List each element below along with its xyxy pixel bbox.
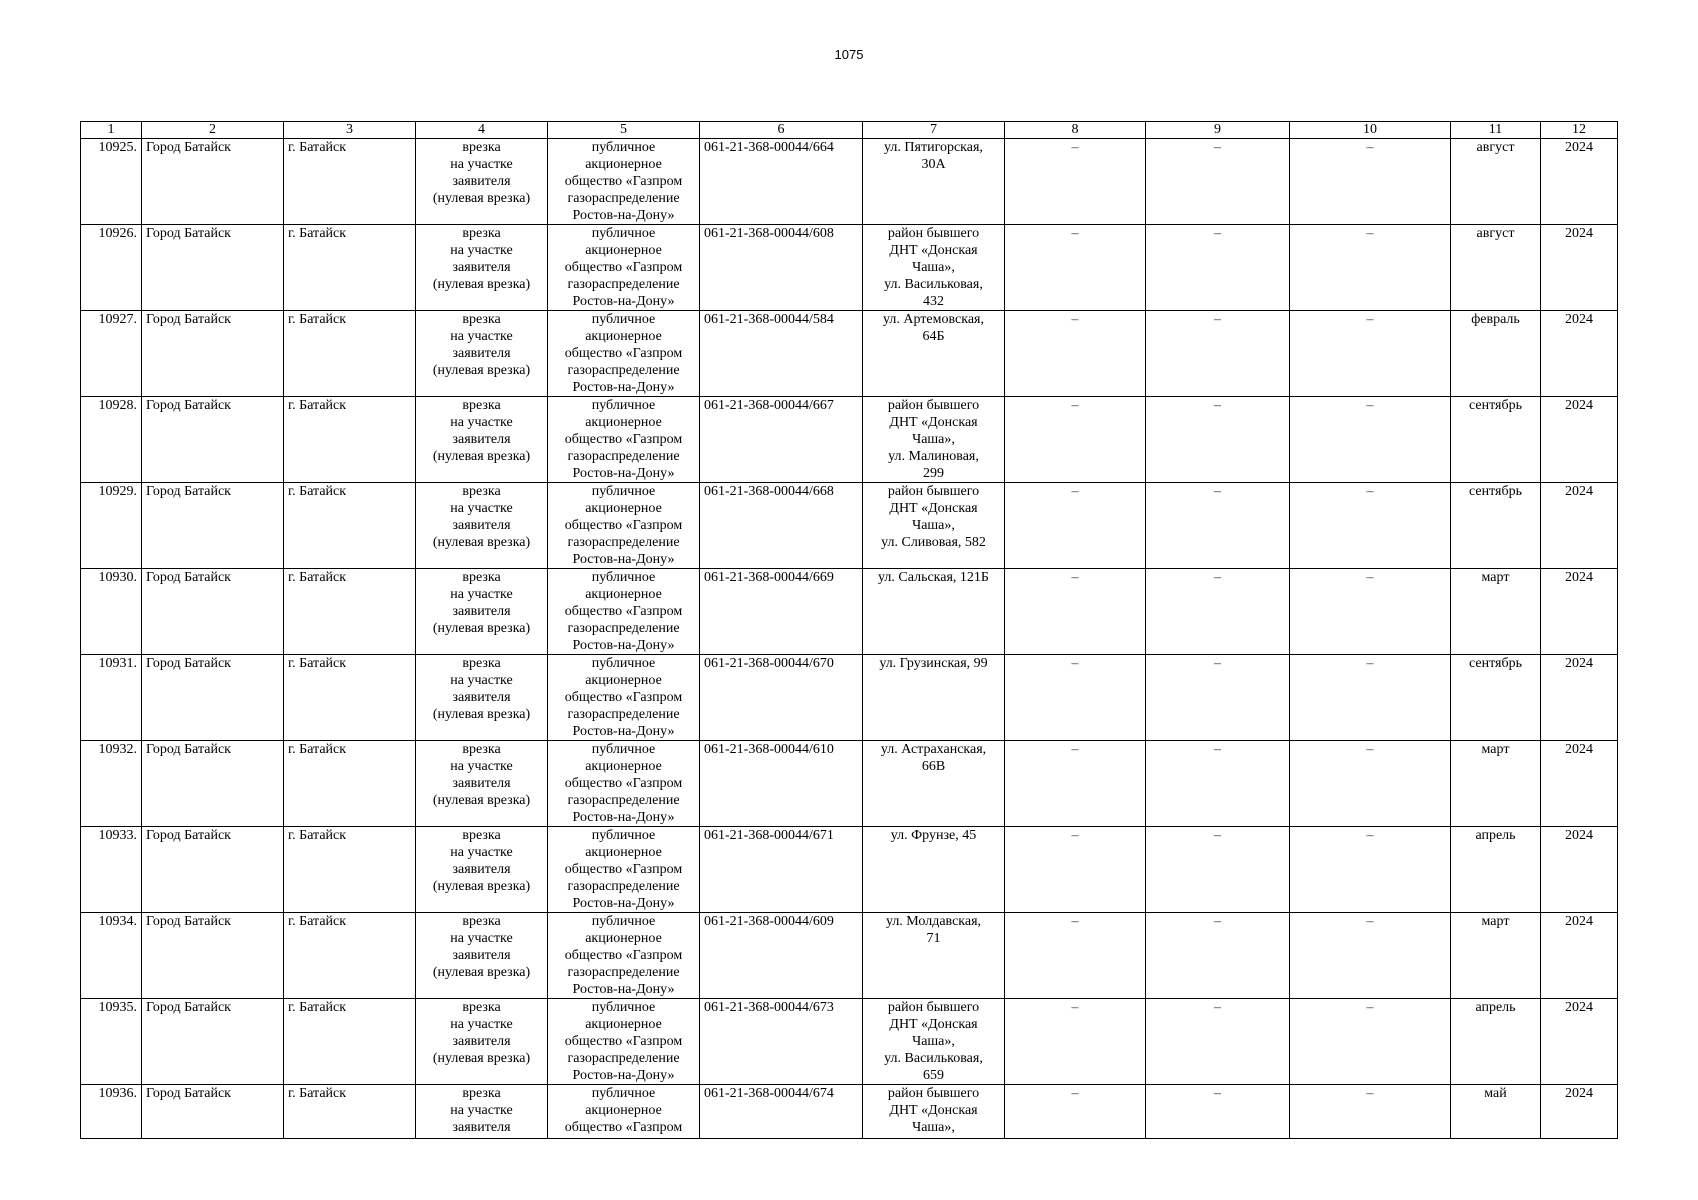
col-9-value-cell: – xyxy=(1146,827,1290,913)
settlement-cell: г. Батайск xyxy=(284,311,416,397)
row-number-cell: 10936. xyxy=(81,1085,142,1139)
row-number-cell: 10928. xyxy=(81,397,142,483)
year-cell: 2024 xyxy=(1541,913,1618,999)
month-cell: март xyxy=(1451,569,1541,655)
row-number-cell: 10925. xyxy=(81,139,142,225)
header-row xyxy=(81,122,1618,139)
col-9-value-cell: – xyxy=(1146,569,1290,655)
year-cell: 2024 xyxy=(1541,827,1618,913)
municipality-cell: Город Батайск xyxy=(142,827,284,913)
connection-type-cell: врезка на участке заявителя (нулевая врезка) xyxy=(416,741,548,827)
col-9-value-cell: – xyxy=(1146,913,1290,999)
organization-cell: публичное акционерное общество «Газпром газораспределение Ростов-на-Дону» xyxy=(548,139,700,225)
request-number-cell: 061-21-368-00044/610 xyxy=(700,741,863,827)
request-number-cell: 061-21-368-00044/669 xyxy=(700,569,863,655)
month-cell: апрель xyxy=(1451,827,1541,913)
col-10-value-cell: – xyxy=(1290,999,1451,1085)
col-10-value-cell: – xyxy=(1290,913,1451,999)
organization-cell: публичное акционерное общество «Газпром газораспределение Ростов-на-Дону» xyxy=(548,999,700,1085)
address-cell: ул. Пятигорская, 30А xyxy=(863,139,1005,225)
col-8-value-cell: – xyxy=(1005,397,1146,483)
year-cell: 2024 xyxy=(1541,569,1618,655)
settlement-cell: г. Батайск xyxy=(284,139,416,225)
month-cell: апрель xyxy=(1451,999,1541,1085)
connection-type-cell: врезка на участке заявителя (нулевая врезка) xyxy=(416,569,548,655)
header-cell: 7 xyxy=(863,122,1005,139)
organization-cell: публичное акционерное общество «Газпром газораспределение Ростов-на-Дону» xyxy=(548,655,700,741)
table-row xyxy=(81,139,1618,225)
year-cell: 2024 xyxy=(1541,999,1618,1085)
organization-cell: публичное акционерное общество «Газпром газораспределение Ростов-на-Дону» xyxy=(548,827,700,913)
municipality-cell: Город Батайск xyxy=(142,1085,284,1139)
settlement-cell: г. Батайск xyxy=(284,655,416,741)
year-cell: 2024 xyxy=(1541,483,1618,569)
address-cell: ул. Грузинская, 99 xyxy=(863,655,1005,741)
row-number-cell: 10931. xyxy=(81,655,142,741)
table-row xyxy=(81,741,1618,827)
col-9-value-cell: – xyxy=(1146,483,1290,569)
col-10-value-cell: – xyxy=(1290,311,1451,397)
municipality-cell: Город Батайск xyxy=(142,483,284,569)
col-8-value-cell: – xyxy=(1005,569,1146,655)
settlement-cell: г. Батайск xyxy=(284,827,416,913)
request-number-cell: 061-21-368-00044/673 xyxy=(700,999,863,1085)
connection-type-cell: врезка на участке заявителя xyxy=(416,1085,548,1139)
col-10-value-cell: – xyxy=(1290,225,1451,311)
col-8-value-cell: – xyxy=(1005,999,1146,1085)
municipality-cell: Город Батайск xyxy=(142,311,284,397)
header-cell: 11 xyxy=(1451,122,1541,139)
connection-type-cell: врезка на участке заявителя (нулевая врезка) xyxy=(416,311,548,397)
connection-type-cell: врезка на участке заявителя (нулевая врезка) xyxy=(416,397,548,483)
connection-type-cell: врезка на участке заявителя (нулевая врезка) xyxy=(416,483,548,569)
col-9-value-cell: – xyxy=(1146,139,1290,225)
year-cell: 2024 xyxy=(1541,311,1618,397)
table-row xyxy=(81,999,1618,1085)
organization-cell: публичное акционерное общество «Газпром газораспределение Ростов-на-Дону» xyxy=(548,741,700,827)
settlement-cell: г. Батайск xyxy=(284,483,416,569)
organization-cell: публичное акционерное общество «Газпром газораспределение Ростов-на-Дону» xyxy=(548,397,700,483)
col-8-value-cell: – xyxy=(1005,483,1146,569)
municipality-cell: Город Батайск xyxy=(142,741,284,827)
header-cell: 9 xyxy=(1146,122,1290,139)
table-row xyxy=(81,311,1618,397)
month-cell: сентябрь xyxy=(1451,655,1541,741)
header-cell: 4 xyxy=(416,122,548,139)
header-cell: 3 xyxy=(284,122,416,139)
col-8-value-cell: – xyxy=(1005,913,1146,999)
organization-cell: публичное акционерное общество «Газпром газораспределение Ростов-на-Дону» xyxy=(548,483,700,569)
municipality-cell: Город Батайск xyxy=(142,569,284,655)
page-number: 1075 xyxy=(834,47,864,62)
header-cell: 8 xyxy=(1005,122,1146,139)
organization-cell: публичное акционерное общество «Газпром xyxy=(548,1085,700,1139)
row-number-cell: 10926. xyxy=(81,225,142,311)
table-row xyxy=(81,225,1618,311)
connection-type-cell: врезка на участке заявителя (нулевая врезка) xyxy=(416,999,548,1085)
col-10-value-cell: – xyxy=(1290,569,1451,655)
header-cell: 1 xyxy=(81,122,142,139)
col-9-value-cell: – xyxy=(1146,1085,1290,1139)
request-number-cell: 061-21-368-00044/584 xyxy=(700,311,863,397)
settlement-cell: г. Батайск xyxy=(284,569,416,655)
col-10-value-cell: – xyxy=(1290,1085,1451,1139)
col-8-value-cell: – xyxy=(1005,827,1146,913)
settlement-cell: г. Батайск xyxy=(284,397,416,483)
address-cell: ул. Астраханская, 66В xyxy=(863,741,1005,827)
municipality-cell: Город Батайск xyxy=(142,913,284,999)
address-cell: район бывшего ДНТ «Донская Чаша», ул. Сливовая, 582 xyxy=(863,483,1005,569)
request-number-cell: 061-21-368-00044/609 xyxy=(700,913,863,999)
organization-cell: публичное акционерное общество «Газпром газораспределение Ростов-на-Дону» xyxy=(548,311,700,397)
data-table xyxy=(80,121,1618,1139)
settlement-cell: г. Батайск xyxy=(284,913,416,999)
header-cell: 2 xyxy=(142,122,284,139)
address-cell: ул. Молдавская, 71 xyxy=(863,913,1005,999)
address-cell: район бывшего ДНТ «Донская Чаша», xyxy=(863,1085,1005,1139)
row-number-cell: 10929. xyxy=(81,483,142,569)
col-8-value-cell: – xyxy=(1005,139,1146,225)
col-8-value-cell: – xyxy=(1005,1085,1146,1139)
month-cell: февраль xyxy=(1451,311,1541,397)
table-row xyxy=(81,397,1618,483)
municipality-cell: Город Батайск xyxy=(142,999,284,1085)
address-cell: ул. Фрунзе, 45 xyxy=(863,827,1005,913)
col-10-value-cell: – xyxy=(1290,397,1451,483)
address-cell: район бывшего ДНТ «Донская Чаша», ул. Васильковая, 432 xyxy=(863,225,1005,311)
municipality-cell: Город Батайск xyxy=(142,397,284,483)
address-cell: ул. Сальская, 121Б xyxy=(863,569,1005,655)
settlement-cell: г. Батайск xyxy=(284,741,416,827)
table-row xyxy=(81,827,1618,913)
connection-type-cell: врезка на участке заявителя (нулевая врезка) xyxy=(416,827,548,913)
table-row xyxy=(81,1085,1618,1139)
request-number-cell: 061-21-368-00044/671 xyxy=(700,827,863,913)
year-cell: 2024 xyxy=(1541,139,1618,225)
col-8-value-cell: – xyxy=(1005,741,1146,827)
municipality-cell: Город Батайск xyxy=(142,655,284,741)
connection-type-cell: врезка на участке заявителя (нулевая врезка) xyxy=(416,655,548,741)
address-cell: ул. Артемовская, 64Б xyxy=(863,311,1005,397)
header-cell: 6 xyxy=(700,122,863,139)
settlement-cell: г. Батайск xyxy=(284,1085,416,1139)
col-10-value-cell: – xyxy=(1290,741,1451,827)
col-10-value-cell: – xyxy=(1290,483,1451,569)
table-row xyxy=(81,569,1618,655)
request-number-cell: 061-21-368-00044/608 xyxy=(700,225,863,311)
month-cell: март xyxy=(1451,913,1541,999)
month-cell: сентябрь xyxy=(1451,397,1541,483)
col-8-value-cell: – xyxy=(1005,655,1146,741)
row-number-cell: 10930. xyxy=(81,569,142,655)
municipality-cell: Город Батайск xyxy=(142,139,284,225)
connection-type-cell: врезка на участке заявителя (нулевая врезка) xyxy=(416,913,548,999)
col-9-value-cell: – xyxy=(1146,397,1290,483)
header-cell: 5 xyxy=(548,122,700,139)
year-cell: 2024 xyxy=(1541,741,1618,827)
address-cell: район бывшего ДНТ «Донская Чаша», ул. Малиновая, 299 xyxy=(863,397,1005,483)
col-9-value-cell: – xyxy=(1146,999,1290,1085)
organization-cell: публичное акционерное общество «Газпром газораспределение Ростов-на-Дону» xyxy=(548,913,700,999)
municipality-cell: Город Батайск xyxy=(142,225,284,311)
col-9-value-cell: – xyxy=(1146,311,1290,397)
year-cell: 2024 xyxy=(1541,225,1618,311)
request-number-cell: 061-21-368-00044/670 xyxy=(700,655,863,741)
request-number-cell: 061-21-368-00044/668 xyxy=(700,483,863,569)
col-9-value-cell: – xyxy=(1146,741,1290,827)
request-number-cell: 061-21-368-00044/674 xyxy=(700,1085,863,1139)
col-8-value-cell: – xyxy=(1005,225,1146,311)
col-8-value-cell: – xyxy=(1005,311,1146,397)
year-cell: 2024 xyxy=(1541,397,1618,483)
connection-type-cell: врезка на участке заявителя (нулевая врезка) xyxy=(416,139,548,225)
year-cell: 2024 xyxy=(1541,655,1618,741)
row-number-cell: 10935. xyxy=(81,999,142,1085)
header-cell: 10 xyxy=(1290,122,1451,139)
settlement-cell: г. Батайск xyxy=(284,225,416,311)
month-cell: август xyxy=(1451,139,1541,225)
address-cell: район бывшего ДНТ «Донская Чаша», ул. Васильковая, 659 xyxy=(863,999,1005,1085)
table-row xyxy=(81,655,1618,741)
organization-cell: публичное акционерное общество «Газпром газораспределение Ростов-на-Дону» xyxy=(548,225,700,311)
table-body xyxy=(81,139,1618,1139)
month-cell: май xyxy=(1451,1085,1541,1139)
col-9-value-cell: – xyxy=(1146,655,1290,741)
month-cell: август xyxy=(1451,225,1541,311)
table-row xyxy=(81,913,1618,999)
col-10-value-cell: – xyxy=(1290,827,1451,913)
month-cell: сентябрь xyxy=(1451,483,1541,569)
request-number-cell: 061-21-368-00044/664 xyxy=(700,139,863,225)
col-9-value-cell: – xyxy=(1146,225,1290,311)
table-row xyxy=(81,483,1618,569)
month-cell: март xyxy=(1451,741,1541,827)
request-number-cell: 061-21-368-00044/667 xyxy=(700,397,863,483)
row-number-cell: 10932. xyxy=(81,741,142,827)
row-number-cell: 10934. xyxy=(81,913,142,999)
col-10-value-cell: – xyxy=(1290,139,1451,225)
row-number-cell: 10933. xyxy=(81,827,142,913)
col-10-value-cell: – xyxy=(1290,655,1451,741)
settlement-cell: г. Батайск xyxy=(284,999,416,1085)
connection-type-cell: врезка на участке заявителя (нулевая врезка) xyxy=(416,225,548,311)
row-number-cell: 10927. xyxy=(81,311,142,397)
header-cell: 12 xyxy=(1541,122,1618,139)
year-cell: 2024 xyxy=(1541,1085,1618,1139)
organization-cell: публичное акционерное общество «Газпром газораспределение Ростов-на-Дону» xyxy=(548,569,700,655)
